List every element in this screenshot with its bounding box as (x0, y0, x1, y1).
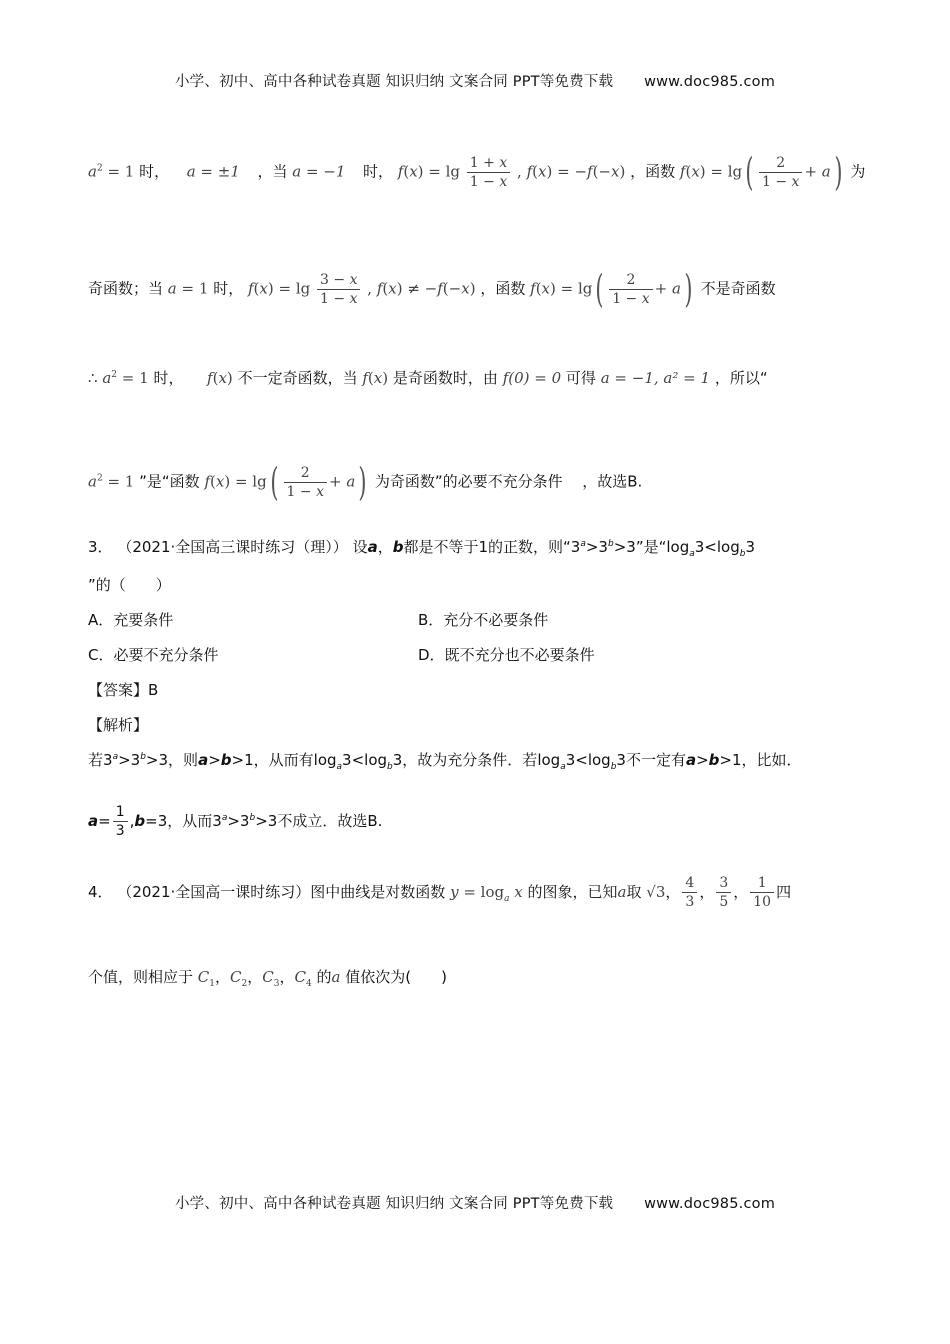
prev-line-4: $a^2 = 1$ ”是“函数 f(x) = lg( $\frac{2}{1 - x}$ + a) 为奇函数”的必要不充分条件 ，故选B. (88, 460, 643, 504)
prev-line-2: 奇函数；当 a = 1 时， f(x) = lg $\frac{3 - x}{1 - x}$ , f(x) ≠ −f(−x) ，函数 f(x) = lg( $\frac{2}{1 - x}$ + a) 不是奇函数 (88, 267, 776, 311)
q3-analysis-1: 若$3^a>3^b>3$，则a>b>1，从而有$\log_a3<\log_b3$，故为充分条件．若$\log_a3<\log_b3$不一定有a>b>1，比如． (88, 751, 802, 772)
footer-text: 小学、初中、高中各种试卷真题 知识归纳 文案合同 PPT等免费下载 (174, 1196, 614, 1212)
q3-stem-cont: ”的（ ） (88, 576, 171, 594)
footer-url[interactable]: www.doc985.com (644, 1196, 776, 1212)
prev-line-1: $a^2 = 1$ 时， a = ±1 ，当 a = −1 时， f(x) = lg $\frac{1 + x}{1 - x}$ , f(x) = −f(−x) ，函数 f(x) = lg( $\frac{2}{1 - x}$ + a) 为 (88, 150, 866, 194)
q3-option-d[interactable]: D．既不充分也不必要条件 (418, 646, 595, 664)
q3-option-c[interactable]: C．必要不充分条件 (88, 646, 219, 664)
header-url[interactable]: www.doc985.com (644, 74, 776, 90)
answer-blank[interactable]: ( ) (405, 968, 447, 986)
q3-answer: 【答案】B (88, 681, 159, 699)
page-footer (0, 1192, 950, 1213)
fraction: $\frac{1 + x}{1 - x}$ (467, 154, 510, 191)
q3-option-a[interactable]: A．充要条件 (88, 611, 174, 629)
header-text: 小学、初中、高中各种试卷真题 知识归纳 文案合同 PPT等免费下载 (174, 74, 614, 90)
q4-stem-cont: 个值，则相应于 $C_1$，$C_2$，$C_3$，$C_4$ 的a 值依次为( ) (88, 968, 447, 989)
prev-line-3: ∴ $a^2 = 1$ 时， f(x) 不一定奇函数，当 f(x) 是奇函数时，由 f(0) = 0 可得 a = −1, a² = 1 ，所以“ (88, 369, 768, 387)
q3-option-b[interactable]: B．充分不必要条件 (418, 611, 549, 629)
q4-stem: 4． （2021·全国高一课时练习）图中曲线是对数函数 $y = \log_a x$ 的图象，已知a取 √3， $\frac{4}{3}$ ， $\frac{3}{5}$ ， $\frac{1}{10}$ 四 (88, 875, 792, 910)
page-header (0, 70, 950, 91)
q3-analysis-2: a= $\frac{1}{3}$ ,b=3，从而$3^a>3^b>3$不成立．故选B. (88, 804, 383, 839)
q3-analysis-label: 【解析】 (88, 716, 149, 734)
q3-stem: 3． （2021·全国高三课时练习（理）） 设a，b都是不等于1的正数，则“$3^a>3^b>3$”是“$\log_a3<\log_b3$ (88, 538, 756, 559)
